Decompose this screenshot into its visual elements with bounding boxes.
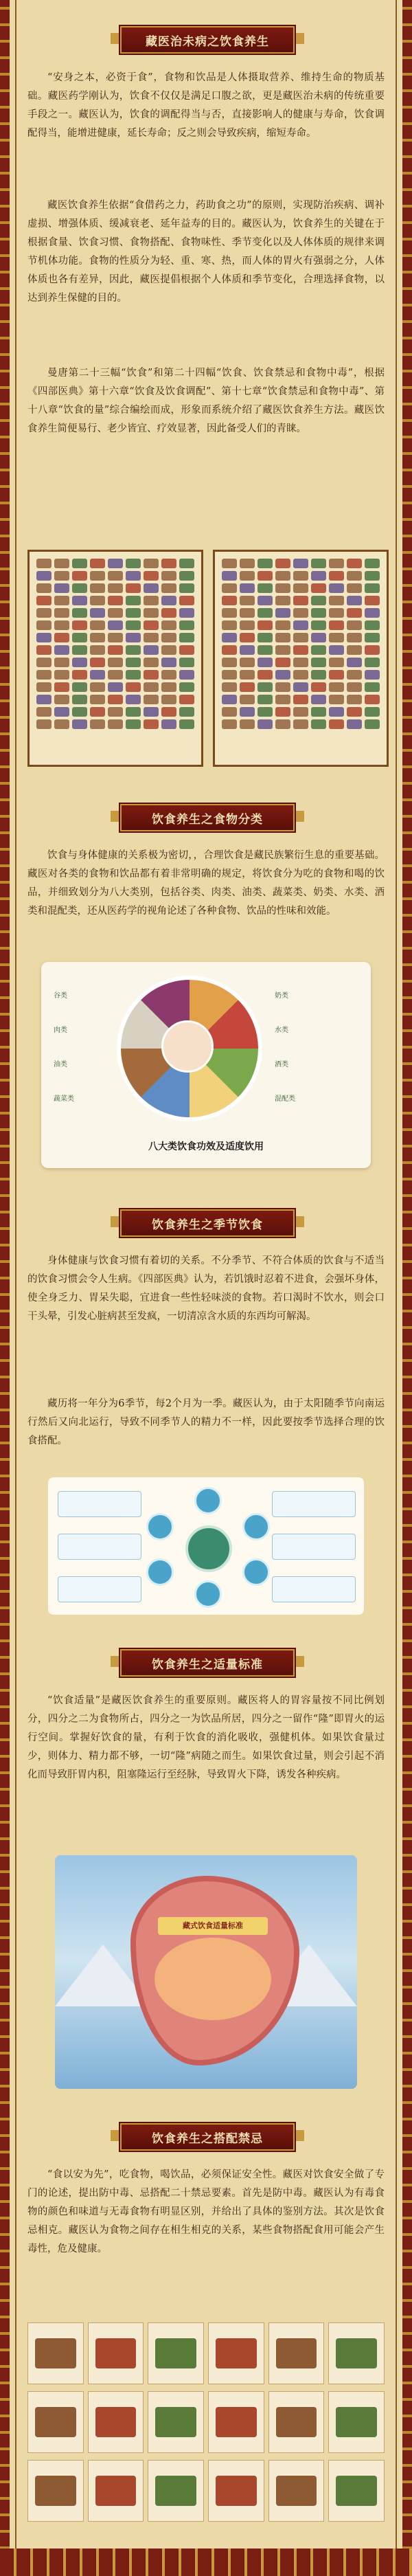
thangka-detail-strip-2: [27, 2391, 385, 2453]
footer-ornament-band: [0, 2549, 412, 2576]
thangka-detail-image: [148, 2322, 204, 2384]
diagram-label: 肉类: [54, 1027, 67, 1034]
thangka-detail-strip-1: [27, 2322, 385, 2384]
thangka-detail-image: [208, 2391, 264, 2453]
season-node-icon: [242, 1513, 270, 1541]
thangka-detail-image: [27, 2391, 84, 2453]
season-info-box: [272, 1576, 356, 1602]
thangka-food-grid: [222, 559, 380, 758]
thangka-detail-image: [27, 2322, 84, 2384]
diagram-label: 酒类: [275, 1061, 288, 1068]
season-hub-icon: [185, 1525, 232, 1572]
moderate-amount-paragraph: “饮食适量”是藏医饮食养生的重要原则。藏医将人的胃容量按不同比例划分，四分之二为食物所占，四分之一为饮品所居，四分之一留作“隆”即胃火的运行空间。掌握好饮食的量，有利于饮食的消化吸收，强健机体。如果饮食量过少，则体力、精力都不够，一切“隆”病随之而生。如果饮食过量，则会引起不消化而导致肝胃内积，阻塞隆运行至经脉，导致胃火下降，诱发各种疾病。: [27, 1695, 385, 1780]
thangka-food-grid: [36, 559, 194, 758]
season-node-icon: [146, 1558, 174, 1586]
left-inner-line: [15, 0, 16, 2576]
section-title-seasonal-diet: 饮食养生之季节饮食: [120, 1209, 295, 1237]
season-node-icon: [194, 1487, 222, 1514]
stomach-label: 藏式饮食适量标准: [158, 1917, 268, 1935]
thangka-detail-image: [148, 2391, 204, 2453]
diagram-label: 油类: [54, 1061, 67, 1068]
diagram-caption: 八大类饮食功效及适度饮用: [148, 1141, 264, 1152]
intro-paragraph-1: “安身之本，必资于食”，食物和饮品是人体摄取营养、维持生命的物质基础。藏医药学刚认为，饮食不仅仅是满足口腹之欲，更是藏医治未病的传统重要手段之一。藏医认为，饮食的调配得当与否，直接影响人的健康与寿命，饮食调配得当，能增进健康，延长寿命；反之则会导致疾病，缩短寿命。: [27, 72, 385, 139]
thangka-detail-image: [88, 2391, 144, 2453]
intro-paragraph-2: 藏医饮食养生依据“食借药之力，药助食之功”的原则，实现防治疾病、调补虚损、增强体质、缓减衰老、延年益寿的目的。藏医认为，饮食养生的关键在于根据食量、饮食习惯、食物搭配、食物味性、季节变化以及人体体质的规律来调节机体功能。食物的性质分为轻、重、寒、热，而人体的胃火有强弱之分，人体体质也各有差异，因此，藏医提倡根据个人体质和季节变化，合理选择食物，以达到养生保健的目的。: [27, 200, 385, 304]
thangka-detail-image: [208, 2322, 264, 2384]
season-info-box: [58, 1491, 141, 1517]
seasonal-diet-paragraph-2: 藏历将一年分为6季节，每2个月为一季。藏医认为，由于太阳随季节向南运行然后又向北运行，导致不同季节人的精力不一样，因此要按季节选择合理的饮食搭配。: [27, 1398, 385, 1446]
thangka-image-right: [213, 550, 389, 767]
thangka-detail-image: [328, 2391, 385, 2453]
food-in-stomach-illustration: [154, 1938, 271, 2020]
season-info-box: [272, 1491, 356, 1517]
diagram-label: 奶类: [275, 992, 288, 1000]
season-info-box: [58, 1576, 141, 1602]
thangka-detail-image: [148, 2460, 204, 2522]
thangka-detail-image: [268, 2391, 325, 2453]
right-inner-line: [396, 0, 397, 2576]
thangka-detail-image: [88, 2460, 144, 2522]
thangka-detail-image: [328, 2322, 385, 2384]
diagram-label: 混配类: [275, 1095, 295, 1103]
seasonal-diet-diagram: [48, 1477, 364, 1615]
food-taboos-paragraph: “食以安为先”，吃食物，喝饮品，必须保证安全性。藏医对饮食安全做了专门的论述，提出防中毒、忌搭配二十禁忌要素。首先是防中毒。藏医认为有毒食物的颜色和味道与无毒食物有明显区别，并给出了具体的鉴别方法。其次是饮食忌相克。藏医认为食物之间存在相生相克的关系，某些食物搭配食用可能会产生毒性，危及健康。: [27, 2169, 385, 2254]
thangka-detail-strip-3: [27, 2460, 385, 2522]
thangka-detail-image: [27, 2460, 84, 2522]
season-info-box: [272, 1534, 356, 1560]
thangka-detail-image: [208, 2460, 264, 2522]
thangka-detail-image: [328, 2460, 385, 2522]
section-title-moderate-amount: 饮食养生之适量标准: [120, 1649, 295, 1677]
season-node-icon: [194, 1580, 222, 1608]
diagram-label: 谷类: [54, 992, 67, 1000]
thangka-image-left: [27, 550, 203, 767]
section-title-food-combination-taboos: 饮食养生之搭配禁忌: [120, 2123, 295, 2151]
thangka-detail-image: [88, 2322, 144, 2384]
intro-paragraph-3: 曼唐第二十三幅“饮食”和第二十四幅“饮食、饮食禁忌和食物中毒”，根据《四部医典》第十六章“饮食及饮食调配”、第十七章“饮食禁忌和食物中毒”、第十八章“饮食的量”综合编绘而成，形象而系统介绍了藏医饮食养生方法。藏医饮食养生简便易行、老少皆宜、疗效显著，因此备受人们的青睐。: [27, 368, 385, 434]
stomach-icon: [161, 1020, 214, 1073]
food-category-diagram: [41, 962, 371, 1168]
diagram-label: 水类: [275, 1027, 288, 1034]
thangka-detail-image: [268, 2322, 325, 2384]
season-info-box: [58, 1534, 141, 1560]
food-classification-paragraph: 饮食与身体健康的关系极为密切，，合理饮食是藏民族繁衍生息的重要基础。藏医对各类的食物和饮品都有着非常明确的规定，将饮食分为吃的食物和喝的饮品，并细致划分为八大类别，包括谷类、肉类、油类、蔬菜类、奶类、水类、酒类和混配类，还从医药学的视角论述了各种食物、饮品的性味和效能。: [27, 850, 385, 917]
right-ornament-border: [402, 0, 412, 2576]
season-node-icon: [146, 1513, 174, 1541]
stomach-illustration: [55, 1855, 357, 2089]
season-node-icon: [242, 1558, 270, 1586]
seasonal-diet-paragraph-1: 身体健康与饮食习惯有着切的关系。不分季节、不符合体质的饮食与不适当的饮食习惯会令人生病。《四部医典》认为，若饥饿时忍着不进食，会强坏身体，使全身乏力、胃呆失聪，宜进食一些性轻味淡的食物。若口渴时不饮水，则会口干头晕，引发心脏病甚至发疯，一切清凉含水质的东西均可解渴。: [27, 1255, 385, 1322]
section-title-food-classification: 饮食养生之食物分类: [120, 804, 295, 831]
thangka-detail-image: [268, 2460, 325, 2522]
diagram-label: 蔬菜类: [54, 1095, 74, 1103]
left-ornament-border: [0, 0, 10, 2576]
section-title-intro: 藏医治未病之饮食养生: [120, 26, 295, 54]
